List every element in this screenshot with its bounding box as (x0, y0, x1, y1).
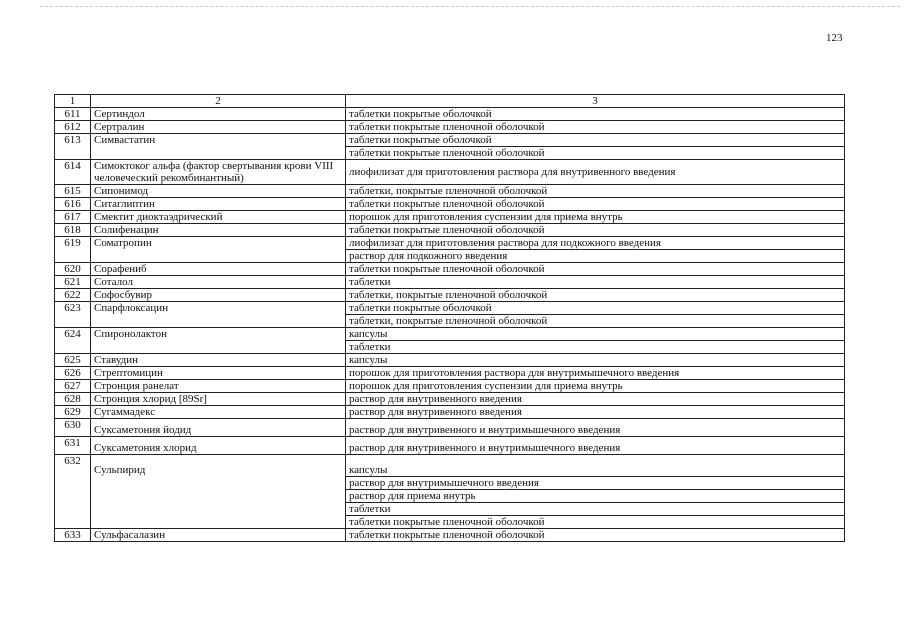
dosage-form: таблетки, покрытые пленочной оболочкой (346, 185, 845, 198)
drug-name: Стронция хлорид [89Sr] (91, 393, 346, 406)
dosage-form: таблетки (346, 503, 845, 516)
row-number: 624 (55, 328, 91, 354)
table-row (55, 224, 845, 237)
drug-name: Спарфлоксацин (91, 302, 346, 328)
drug-name: Стрептомицин (91, 367, 346, 380)
dosage-form: таблетки покрытые пленочной оболочкой (346, 121, 845, 134)
table-row (55, 380, 845, 393)
dosage-form: таблетки покрытые пленочной оболочкой (346, 147, 845, 160)
table-row (55, 211, 845, 224)
drug-name: Соталол (91, 276, 346, 289)
table-row (55, 237, 845, 250)
row-number: 611 (55, 108, 91, 121)
dosage-form: раствор для подкожного введения (346, 250, 845, 263)
header-col-3: 3 (346, 95, 845, 108)
row-number: 621 (55, 276, 91, 289)
dosage-form: раствор для внутривенного введения (346, 406, 845, 419)
drug-name: Ситаглиптин (91, 198, 346, 211)
table-row (55, 529, 845, 542)
table-row (55, 328, 845, 341)
drug-name: Спиронолактон (91, 328, 346, 354)
row-number: 633 (55, 529, 91, 542)
dosage-form: таблетки (346, 276, 845, 289)
drug-name: Солифенацин (91, 224, 346, 237)
page-number: 123 (826, 32, 843, 44)
dosage-form: таблетки (346, 341, 845, 354)
table-row (55, 302, 845, 315)
table-row (55, 108, 845, 121)
dosage-form: лиофилизат для приготовления раствора для подкожного введения (346, 237, 845, 250)
dosage-form: капсулы (346, 328, 845, 341)
dosage-form: раствор для внутривенного введения (346, 393, 845, 406)
table-row (55, 121, 845, 134)
dosage-form: лиофилизат для приготовления раствора для внутривенного введения (346, 160, 845, 185)
drug-name: Сертралин (91, 121, 346, 134)
dosage-form: таблетки покрытые пленочной оболочкой (346, 224, 845, 237)
table-row (55, 354, 845, 367)
row-number: 631 (55, 437, 91, 455)
dosage-form: порошок для приготовления суспензии для приема внутрь (346, 211, 845, 224)
table-row (55, 406, 845, 419)
row-number: 625 (55, 354, 91, 367)
table-row (55, 185, 845, 198)
drug-name: Суксаметония хлорид (91, 437, 346, 455)
table-header-row (55, 95, 845, 108)
dosage-form: капсулы (346, 455, 845, 477)
row-number: 612 (55, 121, 91, 134)
drug-name: Суксаметония йодид (91, 419, 346, 437)
scan-top-edge (40, 6, 900, 7)
drug-name: Сугаммадекс (91, 406, 346, 419)
drug-name: Сульпирид (91, 455, 346, 529)
row-number: 615 (55, 185, 91, 198)
dosage-form: таблетки покрытые оболочкой (346, 134, 845, 147)
table-row (55, 276, 845, 289)
dosage-form: раствор для внутримышечного введения (346, 477, 845, 490)
dosage-form: таблетки покрытые оболочкой (346, 108, 845, 121)
drug-name: Сорафениб (91, 263, 346, 276)
row-number: 626 (55, 367, 91, 380)
dosage-form: таблетки покрытые оболочкой (346, 302, 845, 315)
dosage-form: таблетки, покрытые пленочной оболочкой (346, 315, 845, 328)
dosage-form: порошок для приготовления раствора для внутримышечного введения (346, 367, 845, 380)
table-row (55, 289, 845, 302)
table-row (55, 134, 845, 147)
drug-name: Симоктоког альфа (фактор свертывания крови VIII человеческий рекомбинантный) (91, 160, 346, 185)
drug-name: Сульфасалазин (91, 529, 346, 542)
row-number: 623 (55, 302, 91, 328)
row-number: 622 (55, 289, 91, 302)
drug-name: Смектит диоктаэдрический (91, 211, 346, 224)
table-row (55, 455, 845, 477)
drug-table (54, 94, 845, 542)
drug-name: Симвастатин (91, 134, 346, 160)
dosage-form: таблетки покрытые пленочной оболочкой (346, 198, 845, 211)
drug-name: Сертиндол (91, 108, 346, 121)
dosage-form: порошок для приготовления суспензии для приема внутрь (346, 380, 845, 393)
row-number: 620 (55, 263, 91, 276)
dosage-form: раствор для внутривенного и внутримышечного введения (346, 437, 845, 455)
dosage-form: раствор для приема внутрь (346, 490, 845, 503)
row-number: 613 (55, 134, 91, 160)
header-col-1: 1 (55, 95, 91, 108)
table-row (55, 393, 845, 406)
dosage-form: таблетки, покрытые пленочной оболочкой (346, 289, 845, 302)
dosage-form: таблетки покрытые пленочной оболочкой (346, 263, 845, 276)
dosage-form: капсулы (346, 354, 845, 367)
header-col-2: 2 (91, 95, 346, 108)
row-number: 617 (55, 211, 91, 224)
dosage-form: таблетки покрытые пленочной оболочкой (346, 529, 845, 542)
row-number: 619 (55, 237, 91, 263)
drug-name: Софосбувир (91, 289, 346, 302)
drug-name: Сипонимод (91, 185, 346, 198)
drug-name: Соматропин (91, 237, 346, 263)
drug-name: Ставудин (91, 354, 346, 367)
row-number: 629 (55, 406, 91, 419)
row-number: 628 (55, 393, 91, 406)
drug-name: Стронция ранелат (91, 380, 346, 393)
table-row (55, 419, 845, 437)
row-number: 614 (55, 160, 91, 185)
row-number: 618 (55, 224, 91, 237)
table-row (55, 263, 845, 276)
table-row (55, 367, 845, 380)
table-row (55, 160, 845, 185)
row-number: 616 (55, 198, 91, 211)
table-row (55, 198, 845, 211)
row-number: 630 (55, 419, 91, 437)
row-number: 632 (55, 455, 91, 529)
dosage-form: таблетки покрытые пленочной оболочкой (346, 516, 845, 529)
row-number: 627 (55, 380, 91, 393)
dosage-form: раствор для внутривенного и внутримышечного введения (346, 419, 845, 437)
table-row (55, 437, 845, 455)
